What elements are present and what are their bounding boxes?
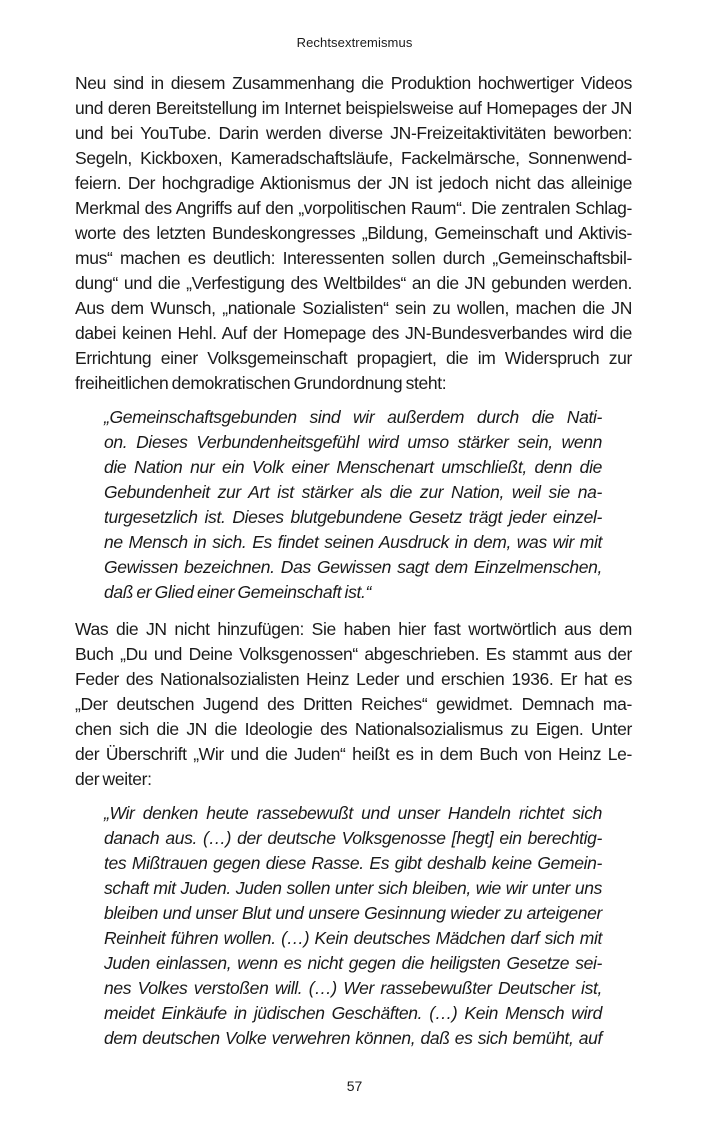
- page-body: [75, 71, 632, 1063]
- text-line: und bei YouTube. Darin werden diverse JN-Freizeitaktivitäten beworben:: [75, 123, 632, 143]
- text-line: worte des letzten Bundeskongresses „Bildung, Gemeinschaft und Aktivis-: [75, 223, 632, 243]
- text-line: und deren Bereitstellung im Internet beispielsweise auf Homepages der JN: [75, 98, 632, 118]
- text-line: Merkmal des Angriffs auf den „vorpolitischen Raum“. Die zentralen Schlag-: [75, 198, 632, 218]
- body-paragraph: [75, 71, 632, 396]
- quote-line: „Wir denken heute rassebewußt und unser Handeln richtet sich: [104, 803, 602, 823]
- text-line: dabei keinen Hehl. Auf der Homepage des JN-Bundesverbandes wird die: [75, 323, 632, 343]
- text-line: dung“ und die „Verfestigung des Weltbildes“ an die JN gebunden werden.: [75, 273, 632, 293]
- text-line: mus“ machen es deutlich: Interessenten sollen durch „Gemeinschaftsbil-: [75, 248, 632, 268]
- quote-line: danach aus. (…) der deutsche Volksgenosse [hegt] ein berechtig-: [104, 828, 602, 848]
- text-line: der weiter:: [75, 769, 152, 789]
- text-line: Neu sind in diesem Zusammenhang die Produktion hochwertiger Videos: [75, 73, 632, 93]
- quote-line: meidet Einkäufe in jüdischen Geschäften. (…) Kein Mensch wird: [104, 1003, 602, 1023]
- text-line: feiern. Der hochgradige Aktionismus der JN ist jedoch nicht das alleinige: [75, 173, 632, 193]
- page-number: 57: [346, 1078, 363, 1094]
- quote-line: Reinheit führen wollen. (…) Kein deutsches Mädchen darf sich mit: [104, 928, 602, 948]
- text-line: der Überschrift „Wir und die Juden“ heißt es in dem Buch von Heinz Le-: [75, 744, 632, 764]
- text-line: Aus dem Wunsch, „nationale Sozialisten“ sein zu wollen, machen die JN: [75, 298, 632, 318]
- body-paragraph: [75, 617, 632, 792]
- quote-line: on. Dieses Verbundenheitsgefühl wird umso stärker sein, wenn: [104, 432, 602, 452]
- quote-line: „Gemeinschaftsgebunden sind wir außerdem durch die Nati-: [104, 407, 602, 427]
- quote-line: schaft mit Juden. Juden sollen unter sich bleiben, wie wir unter uns: [104, 878, 602, 898]
- block-quote: [104, 801, 602, 1051]
- text-line: Feder des Nationalsozialisten Heinz Leder und erschien 1936. Er hat es: [75, 669, 632, 689]
- quote-line: ne Mensch in sich. Es findet seinen Ausdruck in dem, was wir mit: [104, 532, 602, 552]
- text-line: Buch „Du und Deine Volksgenossen“ abgeschrieben. Es stammt aus der: [75, 644, 632, 664]
- text-line: „Der deutschen Jugend des Dritten Reiches“ gewidmet. Demnach ma-: [75, 694, 632, 714]
- quote-line: turgesetzlich ist. Dieses blutgebundene Gesetz trägt jeder einzel-: [104, 507, 602, 527]
- quote-line: dem deutschen Volke verwehren können, daß es sich bemüht, auf: [104, 1028, 602, 1048]
- quote-line: bleiben und unser Blut und unsere Gesinnung wieder zu arteigener: [104, 903, 602, 923]
- quote-line: Juden einlassen, wenn es nicht gegen die heiligsten Gesetze sei-: [104, 953, 602, 973]
- block-quote: [104, 405, 602, 605]
- running-header: Rechtsextremismus: [296, 35, 413, 50]
- text-line: Segeln, Kickboxen, Kameradschaftsläufe, Fackelmärsche, Sonnenwend-: [75, 148, 632, 168]
- quote-line: Gebundenheit zur Art ist stärker als die zur Nation, weil sie na-: [104, 482, 602, 502]
- text-line: chen sich die JN die Ideologie des Nationalsozialismus zu Eigen. Unter: [75, 719, 632, 739]
- quote-line: tes Mißtrauen gegen diese Rasse. Es gibt deshalb keine Gemein-: [104, 853, 602, 873]
- quote-line: daß er Glied einer Gemeinschaft ist.“: [104, 582, 371, 602]
- text-line: freiheitlichen demokratischen Grundordnung steht:: [75, 373, 447, 393]
- quote-line: die Nation nur ein Volk einer Menschenart umschließt, denn die: [104, 457, 602, 477]
- text-line: Was die JN nicht hinzufügen: Sie haben hier fast wortwörtlich aus dem: [75, 619, 632, 639]
- quote-line: Gewissen bezeichnen. Das Gewissen sagt dem Einzelmenschen,: [104, 557, 602, 577]
- text-line: Errichtung einer Volksgemeinschaft propagiert, die im Widerspruch zur: [75, 348, 632, 368]
- quote-line: nes Volkes verstoßen will. (…) Wer rassebewußter Deutscher ist,: [104, 978, 602, 998]
